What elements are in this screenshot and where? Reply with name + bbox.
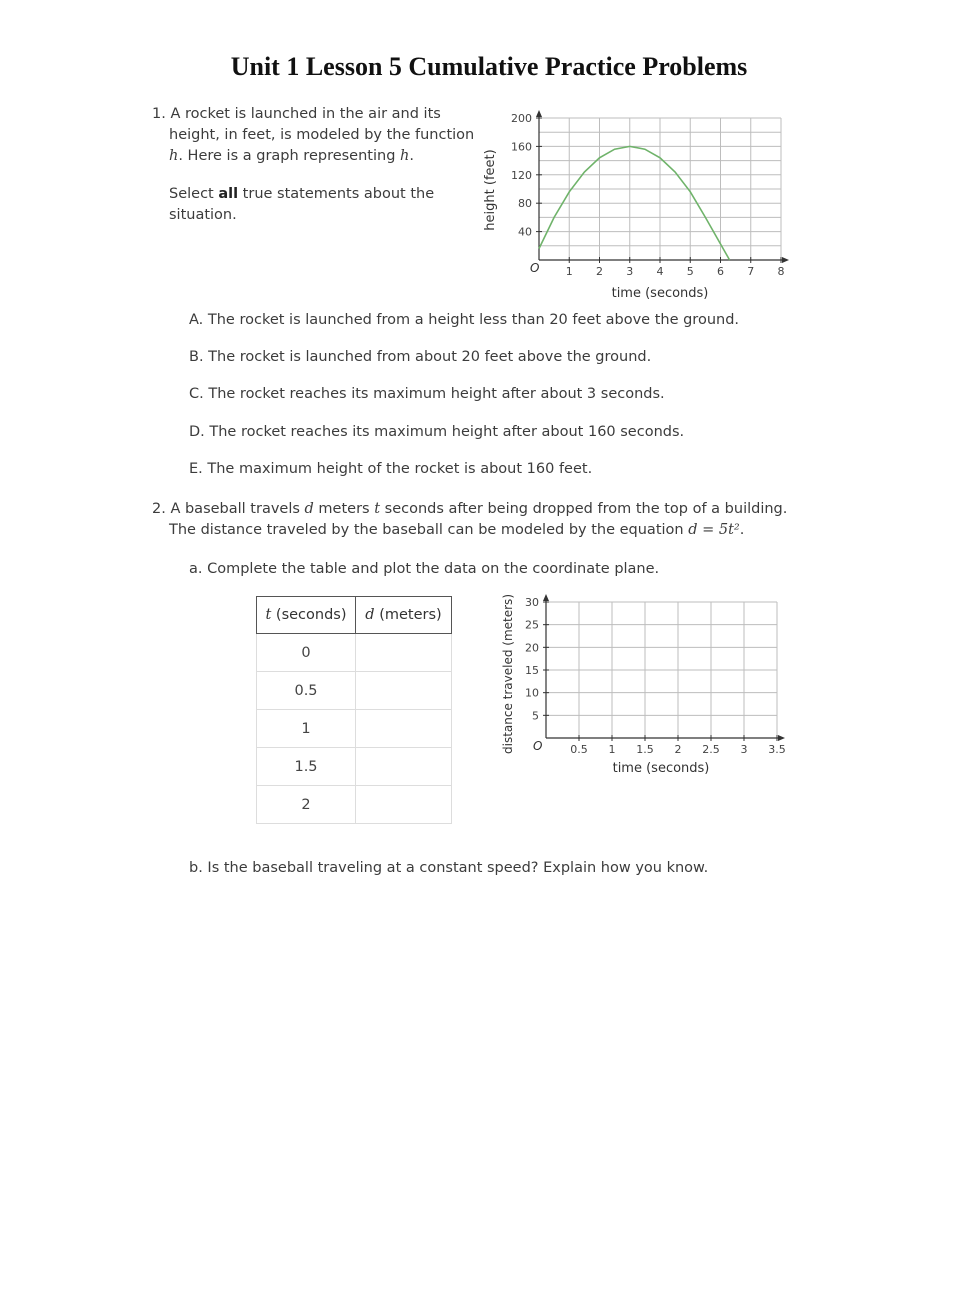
problem-1-number: 1. (152, 106, 166, 122)
p2-l1-pre: A baseball travels (170, 501, 305, 517)
select-line2: situation. (169, 207, 237, 223)
y-tick-label: 20 (525, 641, 539, 655)
part-a: a. Complete the table and plot the data on the coordinate plane. (189, 561, 660, 577)
baseball-distance-chart (496, 592, 796, 782)
y-tick-label: 200 (511, 112, 532, 125)
y-tick-label: 25 (525, 618, 539, 632)
d-cell[interactable] (356, 786, 452, 824)
d-cell[interactable] (356, 672, 452, 710)
y-axis-arrow (543, 594, 549, 601)
var-t: t (374, 501, 381, 517)
x-tick-label: 0.5 (570, 743, 588, 756)
y-axis-arrow (536, 110, 542, 117)
y-axis-label: height (feet) (483, 149, 498, 231)
p2-l2-pre: The distance traveled by the baseball can be modeled by the equation (169, 522, 689, 538)
t-cell: 0 (257, 634, 356, 672)
problem-1-line3 (152, 146, 474, 167)
x-tick-label: 1 (608, 743, 616, 756)
t-cell: 0.5 (257, 672, 356, 710)
x-axis-label: time (seconds) (611, 286, 709, 301)
problem-1-line3-text: . Here is a graph representing (178, 148, 401, 164)
origin-label: O (530, 261, 540, 275)
x-axis-arrow (782, 257, 789, 263)
select-bold: all (218, 186, 239, 202)
origin-label: O (533, 739, 543, 753)
y-tick-label: 40 (518, 225, 532, 239)
tick-labels (511, 112, 785, 278)
equation: d = 5t² (688, 522, 740, 538)
p2-l2-end: . (739, 522, 745, 538)
y-axis-label: distance traveled (meters) (501, 594, 515, 754)
option-b[interactable]: B. The rocket is launched from about 20 feet above the ground. (189, 349, 652, 365)
p2-l1-mid: meters (313, 501, 375, 517)
problem-1-prompt (152, 104, 474, 167)
x-tick-label: 4 (656, 265, 664, 278)
d-cell[interactable] (356, 748, 452, 786)
var-h: h (169, 148, 179, 164)
x-tick-label: 8 (777, 265, 785, 278)
col1-var: t (265, 607, 272, 623)
y-tick-label: 10 (525, 686, 539, 700)
x-tick-label: 2 (596, 265, 603, 278)
option-a[interactable]: A. The rocket is launched from a height less than 20 feet above the ground. (189, 312, 740, 328)
x-tick-label: 7 (747, 265, 755, 278)
t-cell: 1.5 (257, 748, 356, 786)
x-tick-label: 2 (674, 743, 682, 756)
option-e[interactable]: E. The maximum height of the rocket is about 160 feet. (189, 461, 593, 477)
x-tick-label: 3 (626, 265, 634, 278)
col1-unit: (seconds) (271, 607, 347, 623)
var-h-2: h (400, 148, 410, 164)
table-row (257, 672, 452, 710)
grid (539, 118, 781, 260)
page-title: Unit 1 Lesson 5 Cumulative Practice Problems (230, 52, 748, 81)
t-cell: 2 (257, 786, 356, 824)
d-cell[interactable] (356, 710, 452, 748)
problem-1-line2: height, in feet, is modeled by the function (169, 127, 475, 143)
y-tick-label: 15 (525, 664, 539, 677)
x-tick-label: 6 (717, 265, 724, 278)
p2-l1-post: seconds after being dropped from the top of a building. (380, 501, 788, 517)
d-cell[interactable] (356, 634, 452, 672)
x-axis-label: time (seconds) (612, 761, 710, 776)
var-d: d (304, 501, 314, 517)
problem-2-prompt (152, 499, 787, 541)
col-header-d (356, 597, 452, 634)
x-axis-arrow (778, 735, 785, 741)
select-instruction (169, 184, 434, 226)
select-post: true statements about the (238, 186, 435, 202)
col2-var: d (365, 607, 375, 623)
x-tick-label: 2.5 (702, 743, 720, 756)
data-table (256, 596, 452, 824)
part-b: b. Is the baseball traveling at a constant speed? Explain how you know. (189, 860, 709, 876)
y-tick-label: 5 (532, 709, 539, 723)
x-tick-label: 1 (565, 265, 573, 278)
problem-1-line1: A rocket is launched in the air and its (170, 106, 441, 122)
tick-labels (525, 596, 786, 756)
table-row (257, 634, 452, 672)
option-d[interactable]: D. The rocket reaches its maximum height after about 160 seconds. (189, 424, 685, 440)
t-cell: 1 (257, 710, 356, 748)
table-row (257, 786, 452, 824)
y-tick-label: 30 (525, 596, 539, 609)
y-tick-label: 80 (518, 197, 532, 211)
rocket-height-chart (478, 104, 798, 304)
x-tick-label: 5 (686, 265, 694, 278)
problem-2-number: 2. (152, 501, 166, 517)
y-tick-label: 160 (511, 140, 532, 154)
problem-2-line2 (152, 520, 787, 541)
y-tick-label: 120 (511, 168, 532, 182)
table-row (257, 748, 452, 786)
grid (546, 602, 777, 738)
col2-unit: (meters) (374, 607, 442, 623)
select-pre: Select (169, 186, 219, 202)
x-tick-label: 3 (740, 743, 748, 756)
x-tick-label: 1.5 (636, 743, 654, 756)
table-row (257, 710, 452, 748)
problem-1-line3-end: . (409, 148, 414, 164)
col-header-t (257, 597, 356, 634)
x-tick-label: 3.5 (768, 743, 786, 756)
option-c[interactable]: C. The rocket reaches its maximum height after about 3 seconds. (189, 386, 665, 402)
